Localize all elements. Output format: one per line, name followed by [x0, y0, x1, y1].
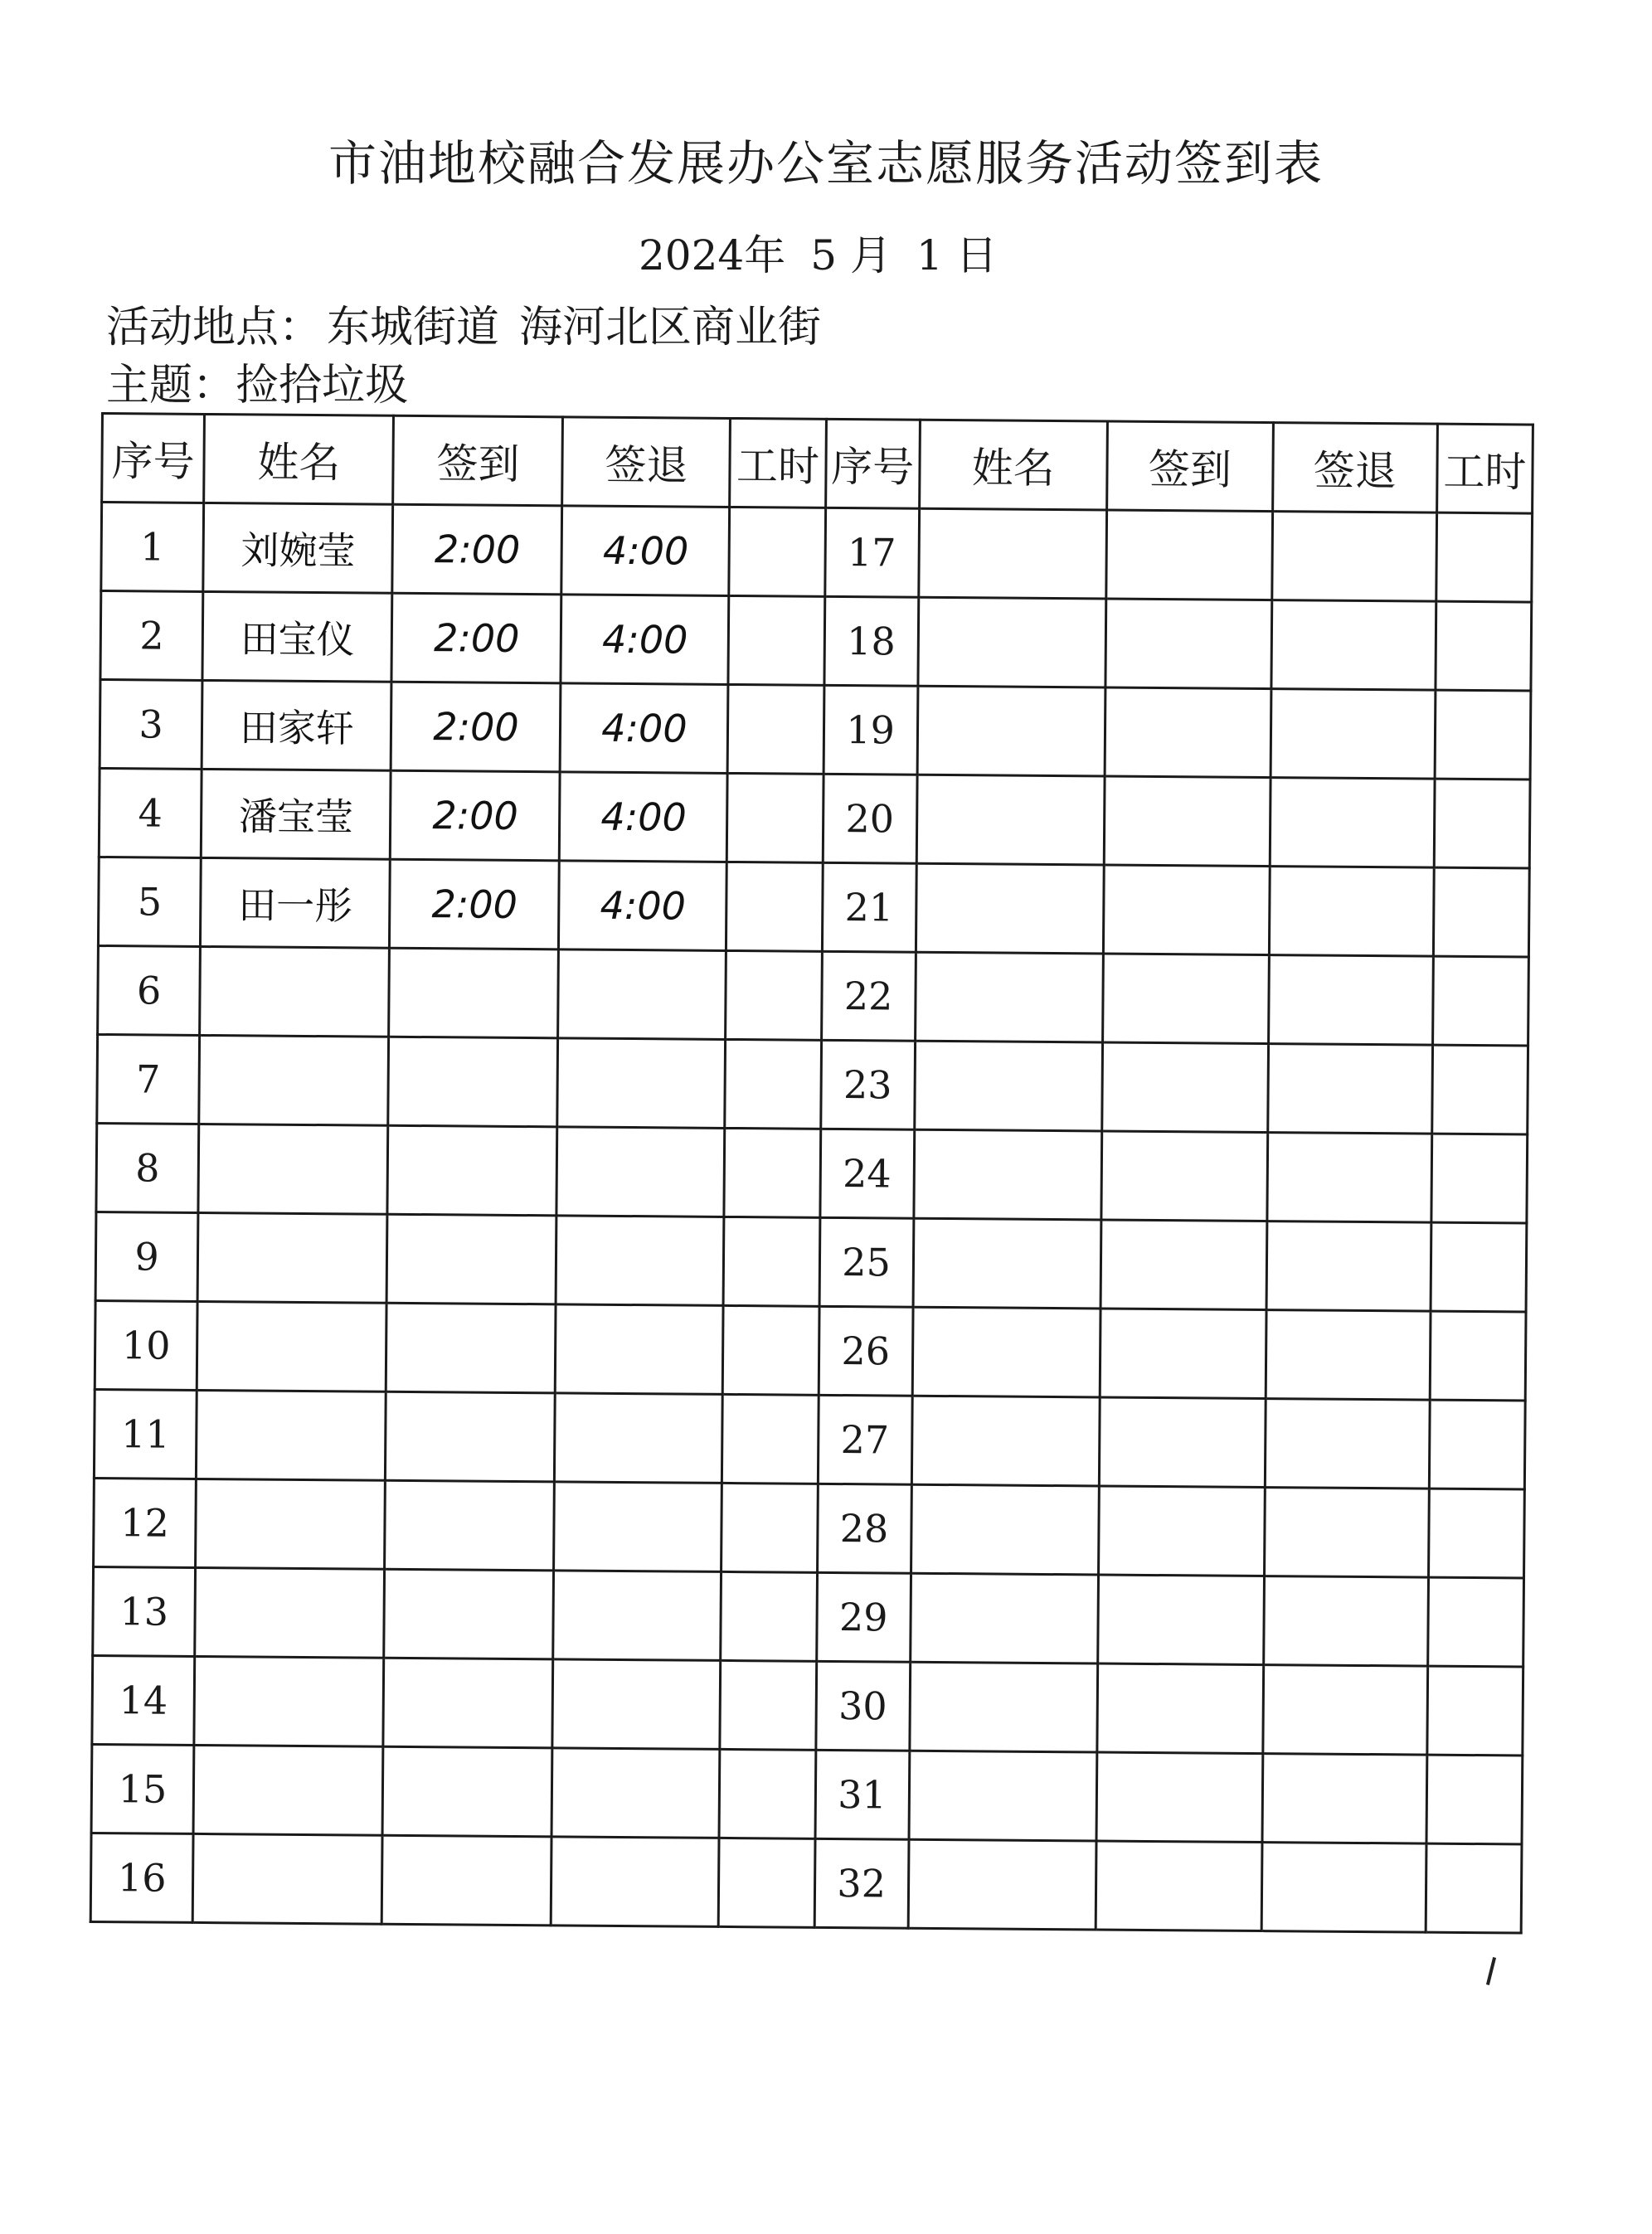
table-row: [92, 1655, 1523, 1756]
hours-cell: [725, 1039, 821, 1129]
hours-cell-2: [1427, 1666, 1523, 1756]
serial-cell: 7: [97, 1034, 200, 1124]
sign-out-cell: [553, 1571, 722, 1661]
sign-in-cell: [382, 1746, 552, 1837]
sign-out-cell: [557, 1038, 726, 1129]
name-cell-2: [914, 1129, 1102, 1220]
sign-out-cell: [552, 1659, 721, 1750]
hours-cell: [728, 684, 824, 774]
name-cell-2: [915, 952, 1103, 1042]
name-cell-2: [913, 1218, 1101, 1309]
table-row: [100, 591, 1532, 692]
serial-cell-2: 31: [815, 1750, 910, 1839]
name-cell-2: [909, 1751, 1097, 1841]
header-serial-2: 序号: [825, 419, 920, 508]
table-row: [90, 1833, 1522, 1933]
name-cell-2: [918, 508, 1106, 599]
sign-in-cell: 2:00: [391, 682, 561, 772]
name-cell-2: [918, 597, 1106, 687]
sign-out-cell-2: [1270, 778, 1435, 868]
sign-out-cell: 4:00: [559, 861, 727, 951]
sign-in-cell: [386, 1303, 556, 1393]
serial-cell-2: 17: [824, 508, 919, 597]
sign-in-cell: [387, 1214, 557, 1304]
hours-cell-2: [1426, 1755, 1523, 1844]
sign-out-cell-2: [1263, 1665, 1428, 1756]
sign-in-cell-2: [1100, 1309, 1266, 1399]
hours-cell-2: [1431, 1045, 1528, 1134]
serial-cell: 4: [99, 768, 202, 857]
name-cell-2: [914, 1041, 1102, 1131]
hours-cell: [719, 1749, 815, 1838]
sign-out-cell: [551, 1748, 720, 1838]
hours-cell: [721, 1571, 817, 1661]
sign-in-cell: 2:00: [391, 770, 561, 861]
sign-out-cell-2: [1266, 1221, 1431, 1312]
sign-out-cell-2: [1271, 600, 1436, 691]
hours-cell-2: [1427, 1577, 1523, 1667]
sign-in-cell-2: [1102, 1042, 1269, 1133]
table-row: [96, 1123, 1528, 1223]
sign-out-cell-2: [1271, 689, 1436, 779]
name-cell: 刘婉莹: [203, 503, 393, 593]
sign-in-cell: 2:00: [391, 593, 561, 683]
name-cell: 田家轩: [202, 680, 391, 770]
sign-in-cell: [388, 1037, 558, 1127]
date-day: 1 日: [916, 231, 998, 279]
sign-in-cell-2: [1098, 1575, 1265, 1665]
sign-in-cell: [383, 1658, 553, 1748]
serial-cell: 16: [90, 1833, 193, 1922]
name-cell: [192, 1833, 382, 1924]
hours-cell-2: [1434, 779, 1530, 868]
hours-cell: [719, 1838, 815, 1927]
hours-cell: [722, 1394, 819, 1484]
serial-cell-2: 19: [824, 685, 918, 775]
hours-cell: [727, 773, 824, 862]
location-place: 海河北区商业街: [519, 303, 822, 352]
sign-out-cell: 4:00: [561, 506, 730, 596]
header-sign-in: 签到: [393, 415, 563, 506]
hours-cell: [726, 950, 822, 1040]
serial-cell-2: 28: [817, 1484, 911, 1573]
serial-cell-2: 32: [814, 1838, 909, 1928]
sign-in-cell-2: [1105, 599, 1272, 689]
header-name: 姓名: [204, 414, 394, 504]
sign-in-cell-2: [1106, 510, 1273, 600]
header-sign-out-2: 签退: [1272, 423, 1437, 513]
location-label: 活动地点：: [106, 303, 323, 352]
serial-cell-2: 26: [819, 1306, 913, 1396]
name-cell-2: [908, 1839, 1096, 1930]
sign-out-cell: [551, 1837, 720, 1927]
name-cell: [200, 946, 390, 1037]
hours-cell-2: [1429, 1400, 1525, 1489]
date-month: 5 月: [810, 231, 892, 279]
sign-out-cell: 4:00: [561, 683, 729, 774]
serial-cell-2: 29: [816, 1572, 911, 1662]
name-cell-2: [910, 1662, 1098, 1752]
serial-cell-2: 23: [820, 1040, 915, 1129]
sign-out-cell-2: [1268, 955, 1433, 1046]
hours-cell: [726, 862, 823, 951]
serial-cell-2: 24: [819, 1129, 914, 1218]
name-cell-2: [912, 1307, 1101, 1397]
sign-out-cell-2: [1272, 512, 1437, 602]
hours-cell-2: [1432, 956, 1528, 1046]
sign-out-cell-2: [1265, 1399, 1430, 1489]
theme-label: 主题：: [106, 361, 236, 410]
sign-in-cell: [389, 948, 559, 1038]
sign-out-cell-2: [1264, 1576, 1429, 1667]
table-body: [90, 503, 1532, 1933]
hours-cell: [724, 1128, 820, 1217]
serial-cell-2: 18: [824, 596, 918, 686]
sign-in-cell-2: [1104, 776, 1271, 867]
hours-cell-2: [1435, 690, 1531, 779]
name-cell: [198, 1124, 388, 1214]
table-row: [94, 1478, 1525, 1578]
sign-out-cell: 4:00: [560, 772, 728, 862]
name-cell: [194, 1656, 384, 1746]
activity-date: [639, 222, 1023, 282]
name-cell: [197, 1212, 387, 1303]
sign-out-cell-2: [1268, 1044, 1433, 1134]
serial-cell: 13: [93, 1566, 196, 1656]
sign-in-cell-2: [1098, 1486, 1265, 1576]
sign-out-cell: [558, 949, 726, 1040]
sign-out-cell-2: [1269, 867, 1434, 957]
table-row: [95, 1212, 1527, 1312]
hours-cell-2: [1431, 1134, 1528, 1223]
name-cell-2: [911, 1396, 1100, 1486]
sign-in-cell: [385, 1480, 555, 1571]
hours-cell: [723, 1305, 819, 1395]
table-row: [97, 1034, 1528, 1134]
sign-in-cell-2: [1101, 1220, 1267, 1310]
table-header-row: [102, 414, 1533, 514]
name-cell-2: [916, 775, 1105, 865]
serial-cell: 11: [94, 1389, 197, 1479]
hours-cell: [720, 1660, 816, 1750]
serial-cell-2: 25: [819, 1217, 914, 1307]
hours-cell: [729, 507, 825, 596]
hours-cell: [728, 595, 824, 685]
hours-cell-2: [1436, 601, 1532, 691]
table-row: [98, 857, 1529, 957]
sign-in-cell-2: [1096, 1752, 1263, 1843]
hours-cell-2: [1433, 867, 1529, 957]
sign-out-cell: [554, 1482, 722, 1572]
name-cell: 潘宝莹: [201, 769, 391, 859]
serial-cell-2: 20: [823, 774, 917, 863]
sign-in-cell: [382, 1835, 552, 1926]
header-hours-2: 工时: [1436, 424, 1533, 513]
sign-out-cell-2: [1261, 1843, 1426, 1933]
serial-cell-2: 21: [822, 862, 916, 952]
sign-out-cell: [556, 1216, 725, 1306]
sign-in-cell: [384, 1569, 554, 1659]
name-cell: 田一彤: [201, 857, 391, 948]
table-row: [99, 768, 1530, 868]
name-cell: [197, 1301, 386, 1391]
table-row: [95, 1300, 1526, 1401]
serial-cell: 6: [98, 945, 201, 1035]
serial-cell: 2: [100, 591, 203, 681]
sign-in-table: [90, 412, 1534, 1935]
sign-out-cell: [556, 1304, 724, 1395]
sign-out-cell-2: [1267, 1133, 1432, 1223]
hours-cell-2: [1430, 1311, 1526, 1401]
sign-in-cell-2: [1101, 1131, 1268, 1221]
serial-cell-2: 22: [821, 951, 916, 1041]
header-sign-in-2: 签到: [1106, 421, 1273, 512]
table-row: [98, 945, 1529, 1046]
hours-cell: [723, 1217, 819, 1306]
sign-in-cell: 2:00: [392, 504, 562, 595]
hours-cell-2: [1436, 512, 1533, 602]
name-cell-2: [916, 863, 1104, 954]
serial-cell: 12: [94, 1478, 197, 1567]
table-row: [100, 680, 1531, 780]
sign-in-cell: [386, 1391, 556, 1482]
activity-theme: [106, 350, 408, 412]
sign-in-cell-2: [1096, 1841, 1262, 1931]
sign-in-cell-2: [1097, 1663, 1264, 1754]
theme-value: 捡拾垃圾: [236, 361, 409, 410]
serial-cell-2: 30: [815, 1661, 910, 1751]
sign-in-cell-2: [1102, 954, 1269, 1044]
hours-cell-2: [1428, 1489, 1524, 1578]
hours-cell-2: [1431, 1222, 1527, 1312]
table-row: [94, 1389, 1525, 1489]
sign-in-cell-2: [1105, 687, 1271, 778]
serial-cell: 15: [91, 1744, 194, 1833]
sign-out-cell: [556, 1127, 725, 1217]
sign-in-cell-2: [1103, 865, 1270, 955]
serial-cell: 10: [95, 1300, 197, 1390]
table-row: [93, 1566, 1524, 1667]
hours-cell-2: [1426, 1843, 1522, 1933]
sign-in-cell: 2:00: [390, 859, 560, 949]
serial-cell-2: 27: [818, 1395, 912, 1484]
serial-cell: 1: [101, 503, 204, 592]
header-hours: 工时: [730, 418, 826, 508]
sign-out-cell: 4:00: [561, 595, 729, 685]
table-row: [101, 503, 1533, 603]
date-year: 2024年: [639, 231, 786, 279]
serial-cell: 14: [92, 1655, 195, 1745]
sheet-title: 市油地校融合发展办公室志愿服务活动签到表: [328, 135, 1324, 192]
header-sign-out: 签退: [562, 417, 731, 508]
header-serial: 序号: [102, 414, 205, 503]
sign-out-cell-2: [1266, 1310, 1431, 1401]
table-row: [91, 1744, 1523, 1844]
serial-cell: 5: [98, 857, 201, 946]
name-cell-2: [911, 1484, 1099, 1575]
sign-out-cell-2: [1262, 1754, 1427, 1844]
name-cell: 田宝仪: [202, 591, 392, 682]
activity-location: [106, 292, 821, 354]
serial-cell: 3: [100, 680, 202, 770]
sign-out-cell-2: [1264, 1488, 1429, 1578]
name-cell: [197, 1390, 386, 1480]
sign-in-cell: [387, 1125, 557, 1216]
name-cell-2: [917, 686, 1105, 776]
name-cell-2: [910, 1573, 1098, 1663]
location-street: 东城街道: [327, 303, 500, 352]
name-cell: [199, 1035, 389, 1125]
hours-cell: [722, 1483, 818, 1572]
pen-mark: [1486, 1957, 1496, 1985]
serial-cell: 9: [95, 1212, 198, 1301]
serial-cell: 8: [96, 1123, 199, 1212]
sign-out-cell: [555, 1393, 723, 1484]
name-cell: [193, 1745, 383, 1835]
header-name-2: 姓名: [919, 420, 1107, 510]
name-cell: [196, 1479, 386, 1569]
sign-in-cell-2: [1099, 1397, 1266, 1488]
name-cell: [195, 1567, 385, 1658]
